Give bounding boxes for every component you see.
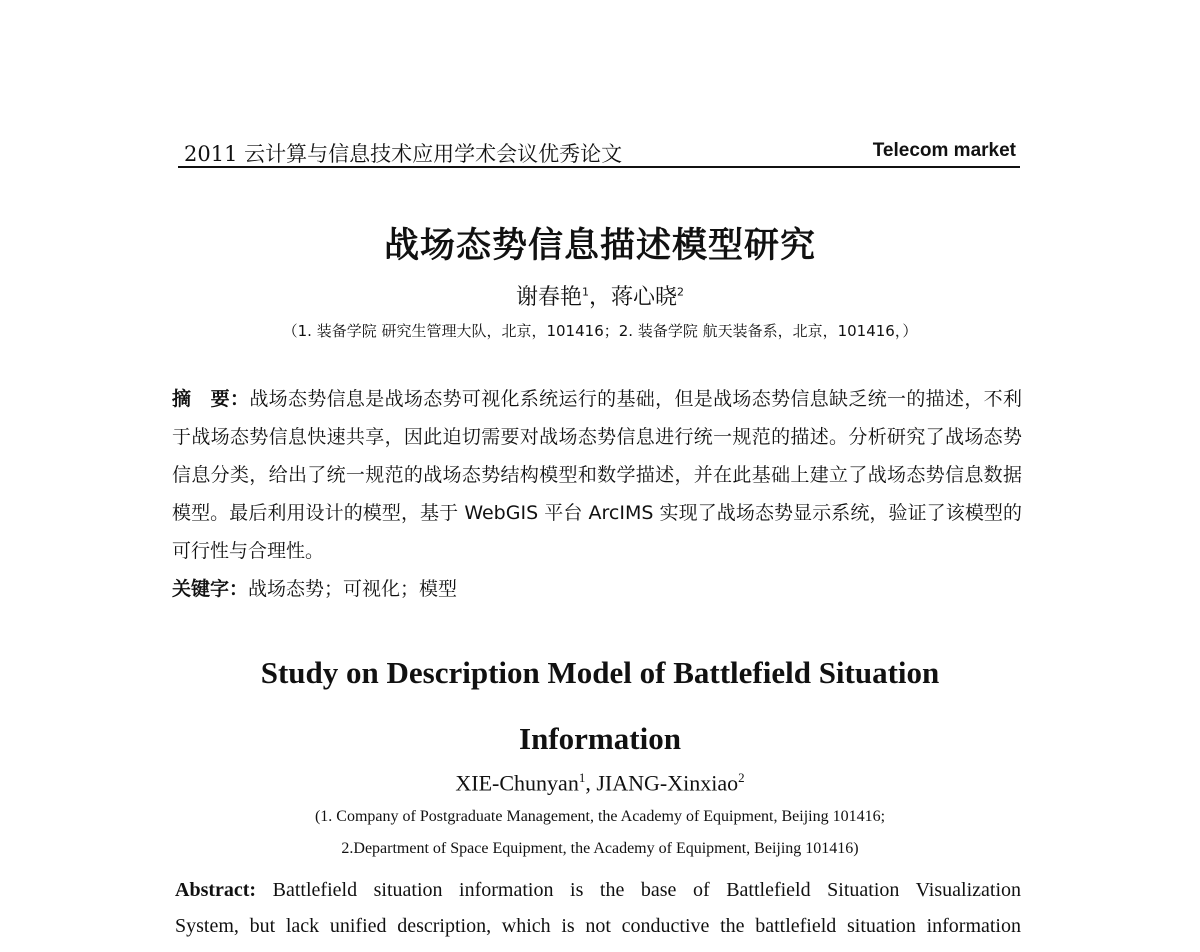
- author2-affil-marker-en: 2: [738, 770, 745, 785]
- abstract-english: [175, 872, 1021, 944]
- affiliation-english-line1: (1. Company of Postgraduate Management, the Academy of Equipment, Beijing 101416;: [314, 808, 886, 825]
- header-journal-name: Telecom market: [872, 140, 1016, 161]
- header-conference-title: 2011 云计算与信息技术应用学术会议优秀论文: [184, 142, 623, 166]
- paper-title-english: [0, 640, 1200, 772]
- author2-affil-marker-cn: 2: [677, 285, 685, 299]
- author2-name-cn: 蒋心晓: [611, 285, 678, 310]
- title-en-line2: Information: [519, 721, 681, 756]
- author1-name-cn: 谢春艳: [515, 285, 582, 310]
- authors-chinese: [0, 280, 1200, 311]
- keywords-chinese: [172, 570, 1022, 608]
- title-en-line1: Study on Description Model of Battlefield Situation: [260, 655, 940, 690]
- affiliation-chinese: （1. 装备学院 研究生管理大队，北京，101416；2. 装备学院 航天装备系，北京，101416，）: [282, 322, 918, 340]
- abstract-label-cn: 摘 要：: [172, 388, 250, 410]
- abstract-en-line1: [175, 872, 1021, 908]
- abstract-text-cn: 战场态势信息是战场态势可视化系统运行的基础，但是战场态势信息缺乏统一的描述，不利于战场态势信息快速共享，因此迫切需要对战场态势信息进行统一规范的描述。分析研究了战场态势信息分类，给出了统一规范的战场态势结构模型和数学描述，并在此基础上建立了战场态势信息数据模型。最后利用设计的模型，基于 WebGIS 平台 ArcIMS 实现了战场态势显示系统，验证了该模型的可行性与合理性。: [172, 388, 1022, 562]
- author1-affil-marker-en: 1: [578, 770, 586, 785]
- keywords-text-cn: 战场态势；可视化；模型: [248, 578, 458, 600]
- affiliation-english-line2: 2.Department of Space Equipment, the Academy of Equipment, Beijing 101416): [341, 840, 859, 857]
- abstract-en-line2: System, but lack unified description, which is not conductive the battlefield situation information: [175, 915, 1021, 937]
- running-header: [178, 136, 1020, 168]
- author1-affil-marker-cn: 1: [581, 285, 589, 299]
- keywords-label-cn: 关键字：: [172, 578, 249, 600]
- author2-name-en: JIANG-Xinxiao: [596, 770, 739, 796]
- abstract-chinese: [172, 380, 1022, 570]
- authors-english: [0, 770, 1200, 796]
- abstract-en-text1: Battlefield situation information is the base of Battlefield Situation Visualization: [272, 879, 1022, 901]
- author-separator-en: ,: [585, 770, 597, 796]
- paper-title-chinese: 战场态势信息描述模型研究: [383, 226, 816, 266]
- abstract-label-en: Abstract:: [175, 879, 257, 901]
- author-separator-cn: ，: [588, 285, 611, 310]
- author1-name-en: XIE-Chunyan: [455, 770, 579, 796]
